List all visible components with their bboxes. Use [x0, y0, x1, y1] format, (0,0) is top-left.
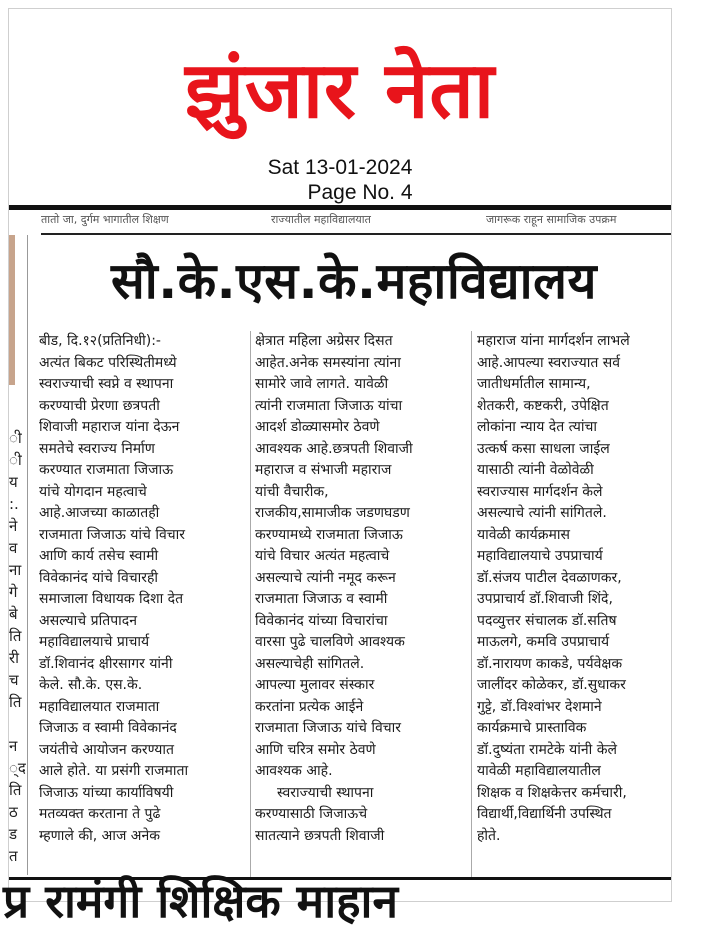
strip-fragment: राज्यातील महाविद्यालयात [271, 213, 371, 226]
article-line: होते. [477, 827, 501, 844]
article-line: त्यांनी राजमाता जिजाऊ यांचा [255, 397, 403, 414]
column-divider [250, 331, 251, 877]
article-line: बीड, दि.१२(प्रतिनिधी):- [39, 333, 161, 349]
gutter-fragment: ति [9, 781, 22, 799]
article-line: करण्यासाठी जिजाऊचे [255, 806, 368, 822]
article-line: यांचे योगदान महत्वाचे [39, 483, 147, 500]
article-line: डॉ.शिवानंद क्षीरसागर यांनी [39, 655, 173, 672]
article-line: यांची वैचारीक, [255, 483, 329, 500]
article-column-1 [39, 331, 249, 877]
gutter-fragment: :. [9, 495, 19, 513]
article-line: राजमाता जिजाऊ व स्वामी [255, 591, 388, 607]
adjacent-photo-edge [9, 235, 15, 385]
gutter-fragment: ड [9, 825, 18, 843]
article-line: करण्याची प्रेरणा छत्रपती [39, 397, 160, 414]
clipped-top-strip [41, 213, 671, 233]
article-line: जयंतीचे आयोजन करण्यात [39, 741, 174, 758]
gutter-fragment: त [9, 847, 18, 865]
strip-divider [41, 233, 671, 235]
masthead [9, 9, 671, 207]
article-line: सातत्याने छत्रपती शिवाजी [255, 827, 385, 844]
article-line: यावेळी कार्यक्रमास [477, 526, 570, 543]
newspaper-logo: झुंजार नेता [184, 46, 496, 136]
article-line: महाराज व संभाजी महाराज [255, 462, 392, 478]
article-line: कार्यक्रमाचे प्रास्ताविक [477, 720, 587, 736]
article-line: आहे.आजच्या काळातही [39, 505, 160, 521]
article-line: महाविद्यालयात राजमाता [39, 698, 160, 715]
article-line: जातीधर्मातील सामान्य, [477, 376, 591, 392]
article-line: जालींदर कोळेकर, डॉ.सुधाकर [477, 677, 626, 693]
gutter-fragment: ठ [9, 803, 18, 821]
article-line: सामोरे जावे लागते. यावेळी [255, 376, 389, 392]
article-line: डॉ.दुष्यंता रामटेके यांनी केले [477, 741, 617, 758]
article-line: अत्यंत बिकट परिस्थितीमध्ये [39, 354, 177, 371]
column-divider [471, 331, 472, 877]
page-number: Page No. 4 [307, 181, 413, 204]
article-line: यावेळी महाविद्यालयातील [477, 763, 601, 779]
article-line: उपप्राचार्य डॉ.शिवाजी शिंदे, [477, 591, 613, 607]
article-line: आपल्या मुलावर संस्कार [255, 677, 375, 693]
article-line: करण्यात राजमाता जिजाऊ [39, 462, 174, 478]
article-line: समाजाला विधायक दिशा देत [39, 591, 184, 607]
article-line: शिवाजी महाराज यांना देऊन [39, 419, 180, 435]
article-line: करतांना प्रत्येक आईने [255, 698, 364, 715]
article-line: विद्यार्थी,विद्यार्थिनी उपस्थित [477, 806, 612, 822]
gutter-fragment: य [9, 473, 18, 491]
article-line: जिजाऊ यांच्या कार्याविषयी [39, 784, 174, 801]
article-line: महाविद्यालयाचे प्राचार्य [39, 634, 150, 650]
article-line: शिक्षक व शिक्षकेत्तर कर्मचारी, [477, 784, 627, 801]
article-line: लोकांना न्याय देत त्यांचा [477, 419, 597, 435]
article-line: आणि चरित्र समोर ठेवणे [255, 741, 376, 758]
gutter-fragment: न [9, 737, 18, 755]
article-line: विवेकानंद यांचे विचारही [39, 569, 159, 586]
article-body [39, 331, 671, 877]
article-line: असल्याचे त्यांनी नमूद करून [255, 569, 396, 586]
gutter-fragment: ्द [9, 759, 26, 777]
article-line: गुट्टे, डॉ.विश्वांभर देशमाने [477, 698, 602, 715]
article-line: असल्याचे प्रतिपादन [39, 612, 137, 629]
article-line: केले. सौ.के. एस.के. [39, 677, 143, 693]
issue-date: Sat 13-01-2024 [267, 156, 413, 179]
article-line: राजमाता जिजाऊ यांचे विचार [39, 526, 186, 543]
article-line: डॉ.नारायण काकडे, पर्यवेक्षक [477, 655, 623, 672]
article-line: विवेकानंद यांच्या विचारांचा [255, 612, 388, 629]
gutter-fragment: ी [9, 451, 22, 469]
article-line: पदव्युत्तर संचालक डॉ.सतिष [477, 612, 617, 629]
article-line: महाराज यांना मार्गदर्शन लाभले [477, 333, 630, 349]
gutter-fragment: गे [9, 583, 18, 601]
article-line: असल्याचेही सांगितले. [255, 655, 365, 672]
article-line: आवश्यक आहे.छत्रपती शिवाजी [255, 440, 413, 457]
article-line: आहे.आपल्या स्वराज्यात सर्व [477, 354, 621, 371]
article-line: आणि कार्य तसेच स्वामी [39, 548, 159, 564]
gutter-fragment: ी [9, 429, 22, 447]
article-line: स्वराज्याची स्वप्ने व स्थापना [39, 376, 174, 392]
masthead-divider [9, 205, 671, 210]
gutter-fragment: ति [9, 627, 22, 645]
article-line: स्वराज्यास मार्गदर्शन केले [477, 483, 603, 500]
article-headline: सौ.के.एस.के.महाविद्यालय [111, 252, 597, 310]
gutter-fragment: व [9, 539, 18, 557]
newspaper-clipping [3, 8, 672, 928]
article-line: करण्यामध्ये राजमाता जिजाऊ [255, 526, 403, 543]
article-line: माऊलगे, कमवि उपप्राचार्य [477, 634, 610, 650]
next-headline-text: प्र रामंगी शिक्षिक माहान [3, 874, 398, 928]
gutter-fragment: ति [9, 693, 22, 711]
article-column-3 [477, 331, 671, 877]
article-line: राजमाता जिजाऊ यांचे विचार [255, 720, 402, 736]
article-line: वारसा पुढे चालविणे आवश्यक [255, 634, 405, 650]
article-line: क्षेत्रात महिला अग्रेसर दिसत [255, 333, 393, 349]
gutter-fragment: ना [9, 561, 22, 579]
article-line: राजकीय,सामाजीक जडणघडण [255, 505, 410, 521]
article-line: यासाठी त्यांनी वेळोवेळी [477, 462, 594, 478]
article-column-2 [255, 331, 465, 877]
next-article-headline-cut [3, 874, 671, 928]
gutter-fragment: ने [9, 517, 18, 535]
article-line: म्हणाले की, आज अनेक [39, 827, 160, 844]
article-line: उत्कर्ष कसा साधला जाईल [477, 440, 610, 457]
article-line: डॉ.संजय पाटील देवळाणकर, [477, 569, 622, 586]
adjacent-article-edge [9, 235, 26, 875]
gutter-fragment: री [9, 649, 20, 667]
article-line: आहेत.अनेक समस्यांना त्यांना [255, 354, 401, 371]
gutter-fragment: बे [9, 605, 18, 623]
gutter-fragment: च [9, 671, 19, 689]
strip-fragment: जागरूक राहून सामाजिक उपक्रम [486, 213, 617, 226]
article-line: आदर्श डोळ्यासमोर ठेवणे [255, 419, 380, 435]
article-line: आवश्यक आहे. [255, 763, 333, 779]
article-line: शेतकरी, कष्टकरी, उपेक्षित [477, 397, 609, 414]
article-line: जिजाऊ व स्वामी विवेकानंद [39, 720, 177, 736]
article-line: मतव्यक्त करताना ते पुढे [39, 806, 161, 822]
column-divider [27, 235, 28, 875]
article-line: समतेचे स्वराज्य निर्माण [39, 440, 155, 457]
article-line: असल्याचे त्यांनी सांगितले. [477, 505, 607, 521]
article-line: यांचे विचार अत्यंत महत्वाचे [255, 548, 390, 564]
article-line: आले होते. या प्रसंगी राजमाता [39, 763, 189, 779]
strip-fragment: तातो जा, दुर्गम भागातील शिक्षण [41, 213, 169, 226]
article-line: महाविद्यालयाचे उपप्राचार्य [477, 548, 603, 564]
article-line: स्वराज्याची स्थापना [277, 784, 374, 801]
